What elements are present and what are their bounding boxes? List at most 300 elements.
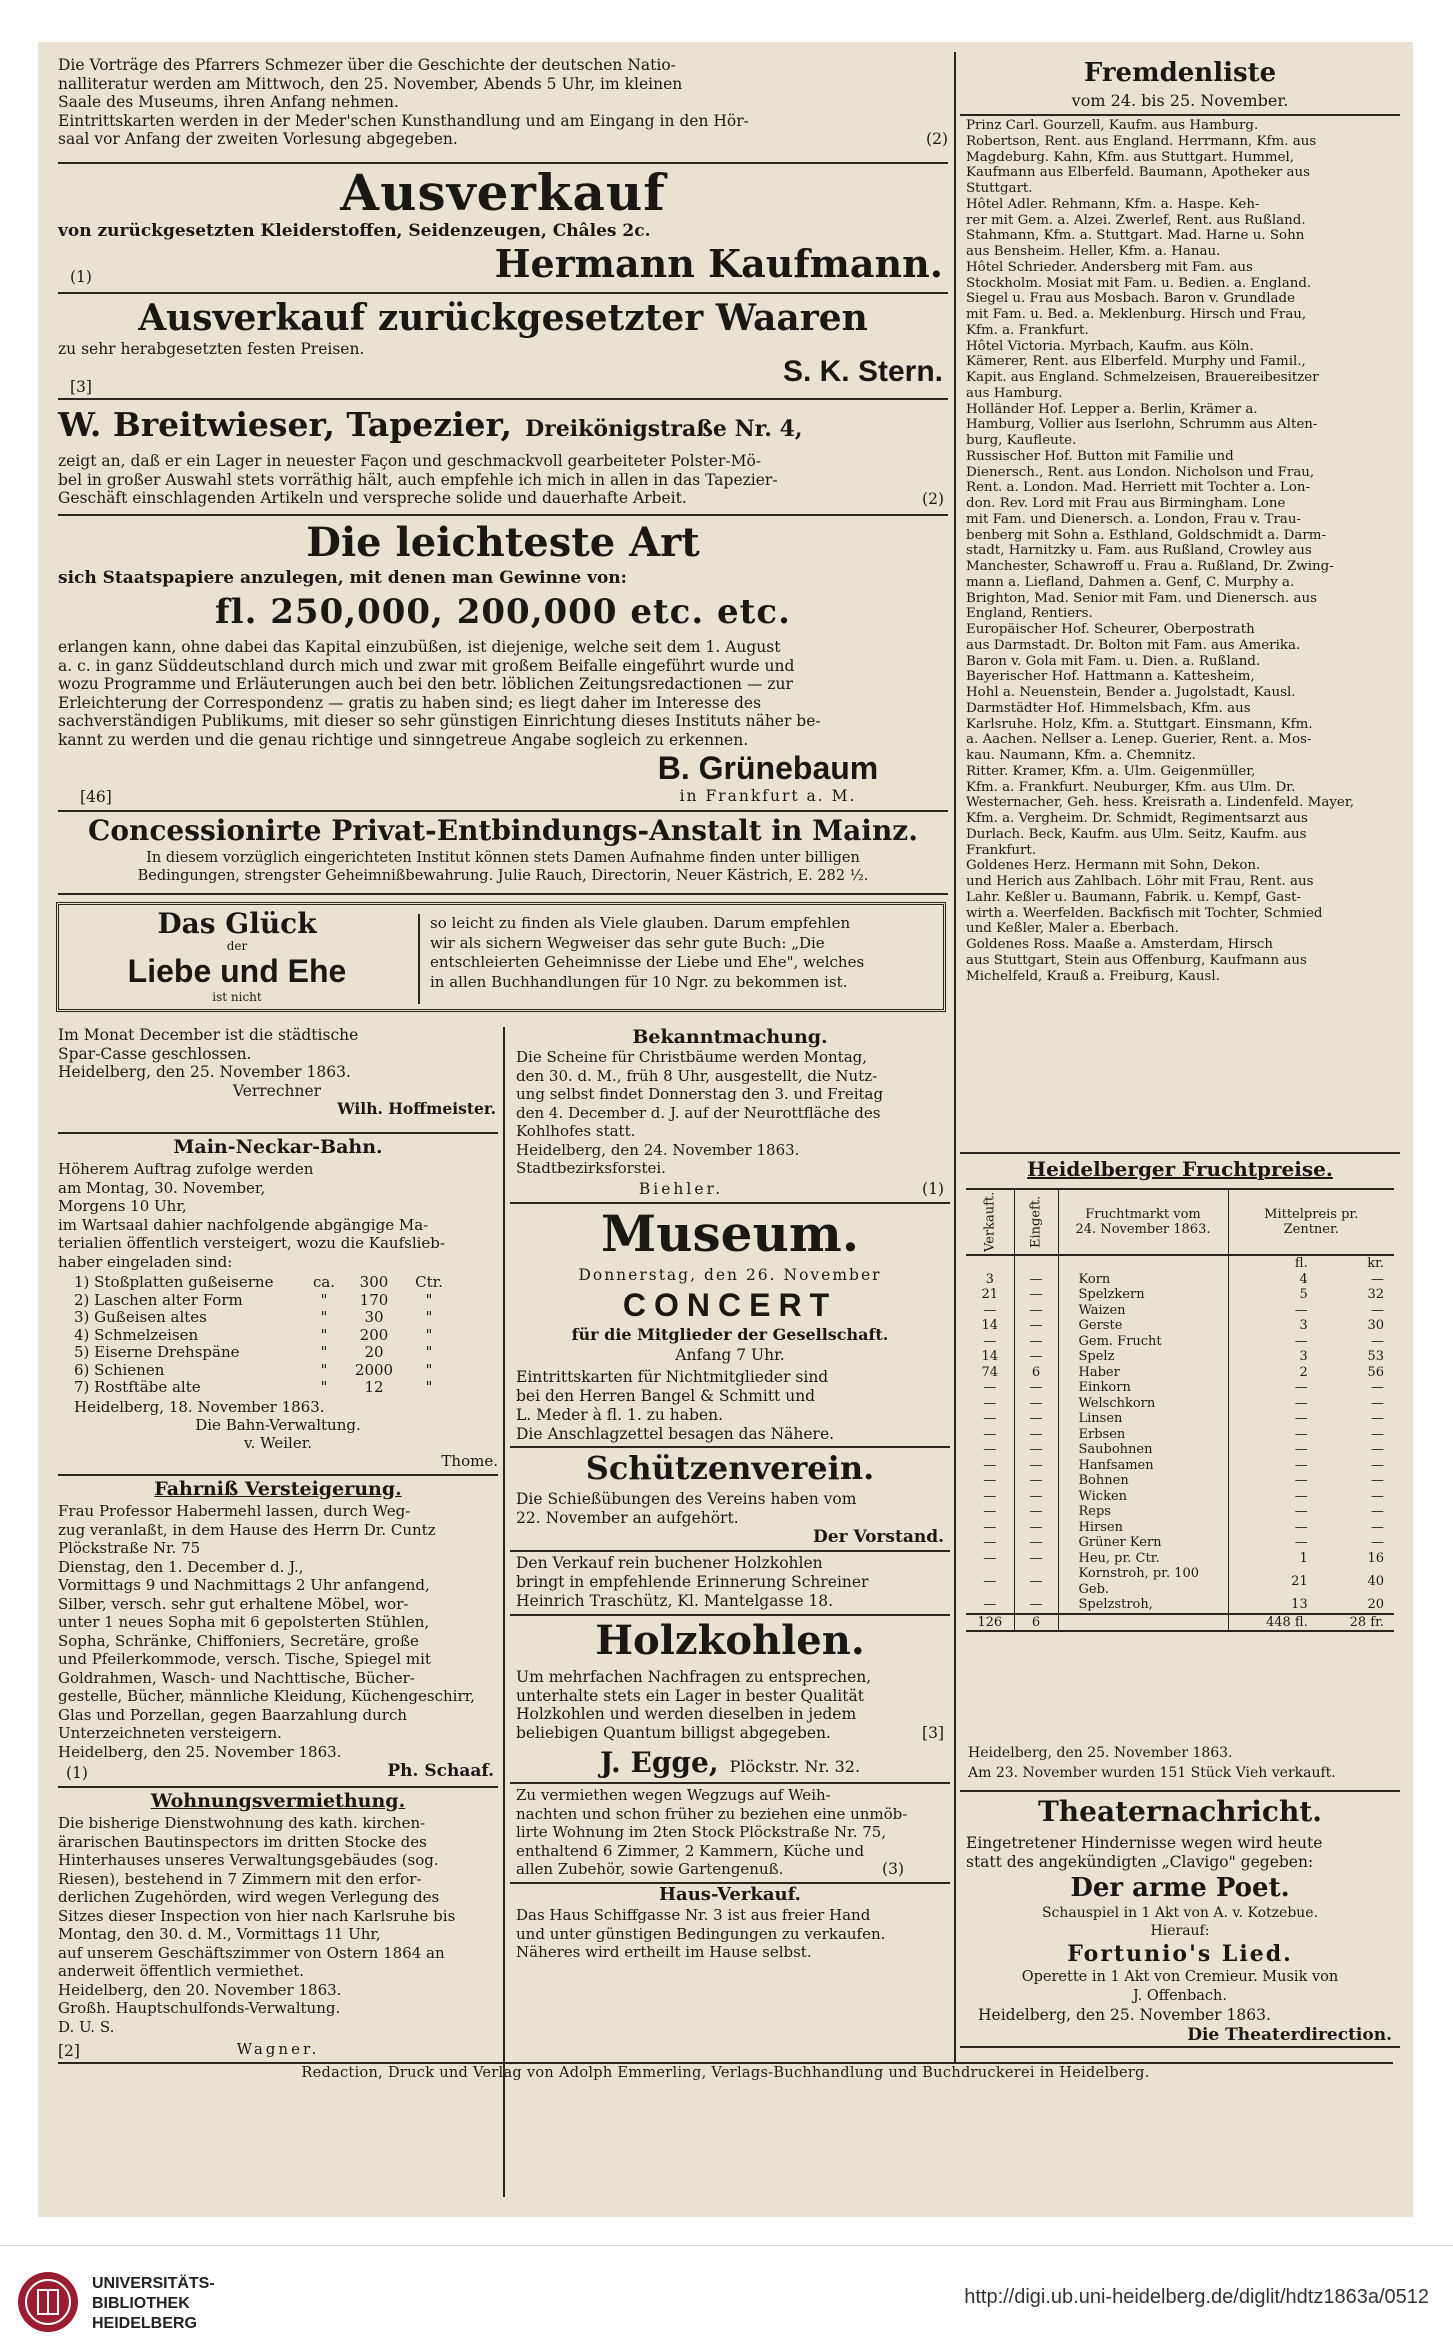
table-cell: — — [1371, 1442, 1384, 1457]
table-cell: — — [1014, 1380, 1058, 1396]
material-item — [74, 1327, 474, 1345]
table-cell: — — [1014, 1303, 1058, 1319]
table-cell: — — [1294, 1442, 1308, 1457]
table-cell: 1 — [1299, 1550, 1308, 1566]
material-cell: 170 — [359, 1290, 389, 1309]
text-line: Eintrittskarten werden in der Meder'schen Kunsthandlung und am Eingang in den Hör- — [58, 111, 749, 130]
text-line: nachten und schon früher zu beziehen eine unmöb- — [516, 1804, 908, 1823]
text-line: Saale des Museums, ihren Anfang nehmen. — [58, 93, 399, 112]
table-row — [966, 1597, 1394, 1614]
text-line: Europäischer Hof. Scheurer, Oberpostrath — [966, 622, 1255, 637]
notice-title: Main-Neckar-Bahn. — [173, 1136, 383, 1158]
table-cell: 5 — [1299, 1287, 1308, 1302]
text-line: Durlach. Beck, Kaufm. aus Ulm. Seitz, Kaufm. aus — [966, 826, 1307, 842]
mark: (2) — [922, 490, 944, 508]
table-cell: — — [966, 1597, 1014, 1614]
text-line: Hôtel Schrieder. Andersberg mit Fam. aus — [966, 259, 1253, 275]
ad-title: Das Glück — [157, 907, 317, 940]
ad-title: Ausverkauf — [340, 163, 666, 222]
ad-title-tail: ist nicht — [212, 990, 262, 1004]
table-cell: — — [1294, 1504, 1308, 1519]
table-row — [966, 1551, 1394, 1567]
notice-title: Bekanntmachung. — [632, 1026, 828, 1048]
sparcasse-notice — [58, 1026, 496, 1136]
mark: [3] — [70, 378, 92, 396]
material-cell: " — [425, 1378, 433, 1396]
text-line: Bayerischer Hof. Hattmann a. Kattesheim, — [966, 669, 1255, 685]
table-cell: 21 — [1291, 1573, 1308, 1589]
text-line: gestelle, Bücher, männliche Kleidung, Küchengeschirr, — [58, 1687, 475, 1705]
ad-subtitle: zu sehr herabgesetzten festen Preisen. — [58, 340, 365, 358]
text-line: Hamburg, Vollier aus Iserlohn, Schrumm aus Alten- — [966, 417, 1318, 433]
col-kr: kr. — [1367, 1256, 1384, 1271]
text-line: Dienersch., Rent. aus London. Nicholson und Frau, — [966, 464, 1315, 480]
table-cell: 14 — [966, 1349, 1014, 1365]
table-cell: — — [1371, 1535, 1384, 1550]
ad-body — [58, 638, 948, 753]
ad-title-main: Liebe und Ehe — [127, 953, 347, 989]
ad-title: Haus-Verkauf. — [659, 1884, 801, 1905]
material-cell: 1) Stoßplatten gußeiserne — [74, 1273, 274, 1291]
table-cell: 20 — [1367, 1597, 1384, 1612]
text-line: J. Offenbach. — [1132, 1987, 1227, 2004]
notice-title: Fahrniß Versteigerung. — [154, 1478, 402, 1500]
material-cell: 7) Rostftäbe alte — [74, 1378, 201, 1396]
table-cell: 6 — [1014, 1365, 1058, 1381]
text-line: Eintrittskarten für Nichtmitglieder sind — [516, 1368, 829, 1386]
play-desc-2 — [960, 1968, 1400, 2005]
text-line: Eingetretener Hindernisse wegen wird heute — [966, 1834, 1323, 1852]
text-line: Silber, versch. sehr gut erhaltene Möbel, wor- — [58, 1594, 409, 1613]
material-cell: 6) Schienen — [74, 1360, 165, 1379]
table-cell: — — [1294, 1380, 1308, 1395]
table-cell: — — [1294, 1535, 1308, 1550]
notice-date: Heidelberg, den 25. November 1863. — [978, 2006, 1271, 2024]
table-cell: Saubohnen — [1058, 1442, 1228, 1458]
footer-bar — [0, 2245, 1453, 2351]
text-line: Morgens 10 Uhr, — [58, 1197, 187, 1215]
table-cell: — — [1294, 1488, 1308, 1504]
text-line: anderweit öffentlich vermiethet. — [58, 1962, 305, 1980]
table-cell: 2 — [1299, 1364, 1308, 1380]
text-line: beliebigen Quantum billigst abgegeben. — [516, 1723, 831, 1742]
text-line: aus Darmstadt. Dr. Bolton mit Fam. aus Amerika. — [966, 637, 1301, 653]
text-line: rer mit Gem. a. Alzei. Zwerlef, Rent. aus Rußland. — [966, 212, 1306, 228]
table-cell: — — [1371, 1380, 1384, 1395]
text-line: Hôtel Victoria. Myrbach, Kaufm. aus Köln. — [966, 338, 1254, 354]
text-line: In diesem vorzüglich eingerichteten Institut können stets Damen Aufnahme finden unter billigen — [146, 850, 860, 866]
material-cell: " — [425, 1325, 433, 1344]
table-cell: — — [966, 1473, 1014, 1489]
table-cell: — — [966, 1411, 1014, 1427]
table-row — [966, 1442, 1394, 1458]
text-line: Manchester, Schawroff u. Frau a. Rußland, Dr. Zwing- — [966, 559, 1334, 574]
material-cell: " — [425, 1308, 433, 1326]
material-item — [74, 1274, 474, 1292]
text-line: Den Verkauf rein buchener Holzkohlen — [516, 1554, 823, 1572]
guest-list — [966, 118, 1394, 1148]
ad-title: Die leichteste Art — [306, 519, 700, 566]
table-row — [966, 1287, 1394, 1303]
text-line: aus Stuttgart, Stein aus Offenburg, Kaufmann aus — [966, 952, 1307, 968]
text-line: Sitzes dieser Inspection von hier nach Karlsruhe bis — [58, 1906, 456, 1925]
table-cell: — — [966, 1535, 1014, 1551]
mark: [3] — [922, 1724, 944, 1742]
table-cell: — — [1014, 1566, 1058, 1597]
table-row — [966, 1566, 1394, 1597]
table-cell: 40 — [1367, 1573, 1384, 1589]
mark: (3) — [882, 1860, 904, 1878]
signer-role: Verrechner — [232, 1081, 322, 1100]
text-line: Operette in 1 Akt von Cremieur. Musik von — [1021, 1969, 1339, 1985]
text-line: Die bisherige Dienstwohnung des kath. kirchen- — [58, 1814, 426, 1832]
col-mittelpreis: Mittelpreis pr. Zentner. — [1264, 1206, 1359, 1237]
table-cell — [1058, 1614, 1228, 1632]
table-cell: — — [1371, 1473, 1384, 1488]
text-line: Kfm. a. Vergheim. Dr. Schmidt, Regimentsarzt aus — [966, 811, 1308, 826]
table-cell: — — [1014, 1272, 1058, 1288]
text-line: Magdeburg. Kahn, Kfm. aus Stuttgart. Hummel, — [966, 149, 1295, 165]
mark: (1) — [66, 1764, 88, 1782]
table-cell: Gem. Frucht — [1058, 1334, 1228, 1350]
notice-body — [58, 1502, 498, 1764]
text-line: mit Fam. und Dienersch. a. London, Frau v. Trau- — [966, 511, 1302, 527]
text-line: statt des angekündigten „Clavigo" gegeben: — [966, 1852, 1314, 1871]
amount: fl. 250,000, 200,000 etc. etc. — [215, 592, 791, 632]
table-cell: — — [966, 1551, 1014, 1567]
material-cell: " — [320, 1360, 328, 1379]
signer-name: Wilh. Hoffmeister. — [337, 1099, 496, 1119]
text-line: Stahmann, Kfm. a. Stuttgart. Mad. Harne u. Sohn — [966, 228, 1305, 244]
address: Dreikönigstraße Nr. 4, — [525, 416, 803, 442]
material-cell: 5) Eiserne Drehspäne — [74, 1343, 240, 1361]
material-cell: " — [425, 1343, 433, 1361]
table-cell: — — [1371, 1411, 1384, 1426]
text-line: 22. November an aufgehört. — [516, 1508, 739, 1527]
table-cell: — — [1014, 1427, 1058, 1443]
table-cell: 14 — [966, 1318, 1014, 1334]
source-url-link[interactable]: http://digi.ub.uni-heidelberg.de/diglit/hdtz1863a/0512 — [964, 2286, 1429, 2308]
table-cell: Gerste — [1058, 1318, 1228, 1334]
text-line: den 30. d. M., früh 8 Uhr, ausgestellt, die Nutz- — [516, 1066, 878, 1085]
table-cell: 3 — [966, 1272, 1014, 1288]
table-cell: Wicken — [1058, 1489, 1228, 1505]
table-cell: 126 — [966, 1614, 1014, 1632]
table-row — [966, 1535, 1394, 1551]
text-line: Plöckstraße Nr. 75 — [58, 1539, 201, 1557]
address: Plöckstr. Nr. 32. — [729, 1757, 861, 1776]
table-cell: — — [966, 1458, 1014, 1474]
text-line: ung selbst findet Donnerstag den 3. und Freitag — [516, 1085, 884, 1103]
table-note: Am 23. November wurden 151 Stück Vieh verkauft. — [968, 1765, 1336, 1781]
table-cell: 4 — [1299, 1271, 1308, 1287]
table-cell: — — [1371, 1395, 1384, 1411]
table-cell: — — [1371, 1302, 1384, 1318]
text-line: Bedingungen, strengster Geheimnißbewahrung. Julie Rauch, Directorin, Neuer Kästrich, E. 282 ½. — [137, 867, 869, 884]
ad-title: Ausverkauf zurückgesetzter Waaren — [138, 297, 868, 339]
table-cell: 30 — [1367, 1318, 1384, 1333]
concert-date: Donnerstag, den 26. November — [578, 1266, 882, 1284]
text-line: Heidelberg, den 24. November 1863. — [516, 1140, 800, 1159]
text-line: Höherem Auftrag zufolge werden — [58, 1160, 314, 1178]
ad-body — [516, 1368, 948, 1446]
table-cell: — — [966, 1566, 1014, 1597]
ad-subtitle: von zurückgesetzten Kleiderstoffen, Seidenzeugen, Châles 2c. — [58, 222, 651, 241]
table-cell: 53 — [1367, 1349, 1384, 1364]
material-cell: " — [320, 1378, 328, 1396]
holzkohlen-traschuetz-ad — [516, 1554, 948, 1614]
table-cell: — — [966, 1489, 1014, 1505]
firm-name: B. Grünebaum — [657, 750, 879, 786]
table-cell: — — [1014, 1442, 1058, 1458]
text-line: Kfm. a. Frankfurt. — [966, 322, 1089, 338]
text-line: Heidelberg, den 25. November 1863. — [58, 1742, 342, 1761]
text-line: kau. Naumann, Kfm. a. Chemnitz. — [966, 748, 1196, 763]
price-table — [966, 1188, 1394, 1632]
text-line: benberg mit Sohn a. Esthland, Goldschmidt a. Darm- — [966, 527, 1326, 543]
text-line: Heidelberg, den 20. November 1863. — [58, 1980, 342, 1999]
text-line: Goldenes Ross. Maaße a. Amsterdam, Hirsch — [966, 937, 1273, 952]
text-line: und Herich aus Zahlbach. Löhr mit Frau, Rent. aus — [966, 874, 1314, 889]
table-cell: Hanfsamen — [1058, 1458, 1228, 1474]
materials-list — [74, 1274, 474, 1397]
text-line: Zu vermiethen wegen Wegzugs auf Weih- — [516, 1786, 831, 1804]
ad-title: W. Breitwieser, Tapezier, — [58, 405, 513, 444]
table-cell: — — [1014, 1396, 1058, 1412]
hierauf: Hierauf: — [1150, 1923, 1210, 1939]
text-line: erlangen kann, ohne dabei das Kapital einzubüßen, ist diejenige, welche seit dem 1. August — [58, 638, 781, 656]
library-name-3: HEIDELBERG — [92, 2315, 197, 2332]
table-cell: 74 — [966, 1365, 1014, 1381]
table-cell: — — [966, 1427, 1014, 1443]
ad-title: Concessionirte Privat-Entbindungs-Anstalt in Mainz. — [88, 814, 918, 847]
ad-subtitle: sich Staatspapiere anzulegen, mit denen man Gewinne von: — [58, 569, 627, 588]
text-line: und unter günstigen Bedingungen zu verkaufen. — [516, 1924, 886, 1943]
material-cell: 4) Schmelzeisen — [74, 1325, 199, 1344]
table-total-row — [966, 1614, 1394, 1632]
notice-body — [516, 1490, 948, 1530]
text-line: Glas und Porzellan, gegen Baarzahlung durch — [58, 1705, 408, 1724]
table-cell: 3 — [1299, 1349, 1308, 1364]
table-cell: 56 — [1367, 1364, 1384, 1380]
text-line: am Montag, 30. November, — [58, 1178, 266, 1197]
table-cell: — — [1014, 1349, 1058, 1365]
material-cell: 300 — [359, 1273, 389, 1291]
material-cell: ca. — [312, 1273, 336, 1291]
text-line: Hinterhauses unseres Verwaltungsgebäudes (sog. — [58, 1851, 439, 1869]
text-line: Vormittags 9 und Nachmittags 2 Uhr anfangend, — [58, 1576, 430, 1594]
text-line: Kaufmann aus Elberfeld. Baumann, Apotheker aus — [966, 165, 1310, 181]
table-cell: — — [1294, 1473, 1308, 1488]
material-cell: 2) Laschen alter Form — [74, 1290, 243, 1309]
text-line: England, Rentiers. — [966, 606, 1093, 622]
material-item — [74, 1362, 474, 1380]
table-row — [966, 1411, 1394, 1427]
text-line: Riesen), bestehend in 7 Zimmern mit den erfor- — [58, 1869, 422, 1888]
text-line: Stockholm. Mosiat mit Fam. u. Bedien. a. England. — [966, 275, 1312, 291]
material-cell: " — [320, 1343, 328, 1361]
text-line: Goldrahmen, Wasch- und Nachttische, Bücher- — [58, 1668, 415, 1687]
table-cell: Hirsen — [1058, 1520, 1228, 1536]
place: in Frankfurt a. M. — [679, 787, 857, 805]
table-row — [966, 1380, 1394, 1396]
text-line: auf unserem Geschäftszimmer von Ostern 1864 an — [58, 1943, 445, 1962]
text-line: Siegel u. Frau aus Mosbach. Baron v. Grundlade — [966, 291, 1296, 307]
text-line: Kfm. a. Frankfurt. Neuburger, Kfm. aus Ulm. Dr. — [966, 779, 1296, 795]
text-line: Großh. Hauptschulfonds-Verwaltung. — [58, 1999, 341, 2017]
table-cell: — — [1014, 1287, 1058, 1303]
table-cell: — — [966, 1380, 1014, 1396]
ad-title: Schützenverein. — [585, 1449, 875, 1487]
material-cell: Ctr. — [415, 1273, 443, 1291]
table-cell: Kornstroh, pr. 100 Geb. — [1058, 1566, 1228, 1597]
newspaper-page — [38, 42, 1413, 2217]
table-cell: — — [1294, 1333, 1308, 1349]
table-cell: — — [1371, 1271, 1384, 1287]
text-line: aus Bensheim. Heller, Kfm. a. Hanau. — [966, 244, 1221, 259]
text-line: mann a. Liefland, Dahmen a. Genf, C. Murphy a. — [966, 574, 1295, 590]
signer-name: Der Vorstand. — [813, 1528, 944, 1547]
table-row — [966, 1303, 1394, 1319]
table-cell: Welschkorn — [1058, 1396, 1228, 1412]
play-desc: Schauspiel in 1 Akt von A. v. Kotzebue. — [1041, 1905, 1319, 1921]
table-row — [966, 1458, 1394, 1474]
concert-start: Anfang 7 Uhr. — [675, 1346, 785, 1364]
text-line: lirte Wohnung im 2ten Stock Plöckstraße Nr. 75, — [516, 1823, 887, 1841]
material-item — [74, 1292, 474, 1310]
text-line: Frau Professor Habermehl lassen, durch Weg- — [58, 1502, 411, 1520]
text-line: im Wartsaal dahier nachfolgende abgängige Ma- — [58, 1215, 429, 1234]
text-line: sachverständigen Publikums, mit dieser so sehr günstigen Einrichtung dieses Instituts näher be- — [58, 712, 821, 731]
table-cell: 6 — [1014, 1614, 1058, 1632]
notice-title: Wohnungsvermiethung. — [150, 1790, 406, 1812]
table-row — [966, 1365, 1394, 1381]
text-line: aus Hamburg. — [966, 385, 1063, 401]
table-cell: 21 — [966, 1287, 1014, 1303]
mark: (2) — [926, 129, 948, 148]
notice-body — [516, 1048, 948, 1180]
text-line: Ritter. Kramer, Kfm. a. Ulm. Geigenmüller, — [966, 763, 1256, 779]
ad-title: Holzkohlen. — [595, 1617, 865, 1664]
text-line: Heinrich Traschütz, Kl. Mantelgasse 18. — [516, 1592, 834, 1610]
table-cell: — — [1014, 1520, 1058, 1536]
text-line: Montag, den 30. d. M., Vormittags 11 Uhr, — [58, 1925, 381, 1943]
material-item — [74, 1309, 474, 1327]
text-line: derlichen Zugehörden, wird wegen Verlegung des — [58, 1888, 440, 1906]
library-name-1: UNIVERSITÄTS- — [92, 2275, 215, 2292]
table-cell: 32 — [1367, 1287, 1384, 1302]
table-cell: Bohnen — [1058, 1473, 1228, 1489]
material-cell: " — [320, 1325, 328, 1344]
table-cell: Korn — [1058, 1272, 1228, 1288]
text-line: Spar-Casse geschlossen. — [58, 1044, 252, 1063]
text-line: Sopha, Schränke, Chiffoniers, Secretäre, große — [58, 1631, 419, 1650]
text-line: Rent. a. London. Mad. Herriett mit Tochter a. Lon- — [966, 480, 1311, 496]
mark: [2] — [58, 2042, 80, 2060]
text-line: Russischer Hof. Button mit Familie und — [966, 448, 1234, 464]
text-line: don. Rev. Lord mit Frau aus Birmingham. Lone — [966, 496, 1286, 511]
ad-body — [58, 452, 948, 512]
table-cell: — — [1371, 1519, 1384, 1535]
text-line: entschleierten Geheimnisse der Liebe und Ehe", welches — [430, 953, 865, 971]
text-line: Die Vorträge des Pfarrers Schmezer über die Geschichte der deutschen Natio- — [58, 56, 676, 74]
table-row — [966, 1349, 1394, 1365]
table-cell: — — [966, 1303, 1014, 1319]
text-line: stadt, Harnitzky u. Fam. aus Rußland, Crowley aus — [966, 543, 1312, 559]
table-cell: — — [966, 1520, 1014, 1536]
table-title: Heidelberger Fruchtpreise. — [1027, 1157, 1333, 1181]
text-line: nalliteratur werden am Mittwoch, den 25. November, Abends 5 Uhr, im kleinen — [58, 74, 683, 93]
col-eingefuehrt: Eingeft. — [1014, 1189, 1058, 1255]
firm-name: Hermann Kaufmann. — [494, 241, 943, 286]
firm-name: S. K. Stern. — [782, 355, 943, 388]
text-line: Die Scheine für Christbäume werden Montag, — [516, 1048, 868, 1066]
col-fl: fl. — [1294, 1256, 1308, 1271]
text-line: und Pfeilerkommode, versch. Tische, Spiegel mit — [58, 1650, 431, 1668]
text-line: enthaltend 6 Zimmer, 2 Kammern, Küche und — [516, 1841, 865, 1860]
mark: (1) — [70, 268, 92, 286]
text-line: terialien öffentlich versteigert, wozu die Kaufslieb- — [58, 1234, 445, 1252]
table-row — [966, 1272, 1394, 1288]
notice-sign: v. Weiler. — [243, 1434, 313, 1452]
list-title: Fremdenliste — [1083, 58, 1277, 88]
text-line: a. c. in ganz Süddeutschland durch mich und zwar mit großem Beifalle eingeführt wurde und — [58, 656, 795, 675]
table-row — [966, 1427, 1394, 1443]
table-cell: — — [1371, 1457, 1384, 1473]
table-cell: Spelz — [1058, 1349, 1228, 1365]
text-line: Unterzeichneten versteigern. — [58, 1724, 282, 1742]
table-cell: — — [966, 1396, 1014, 1412]
text-line: Stuttgart. — [966, 181, 1033, 196]
table-row — [966, 1504, 1394, 1520]
table-cell: Spelzstroh, — [1058, 1597, 1228, 1614]
text-line: Im Monat December ist die städtische — [58, 1026, 359, 1044]
material-cell: 12 — [364, 1378, 384, 1396]
text-line: Kohlhofes statt. — [516, 1122, 636, 1140]
table-row — [966, 1334, 1394, 1350]
table-cell: Einkorn — [1058, 1380, 1228, 1396]
text-line: a. Aachen. Nellser a. Lenep. Guerier, Rent. a. Mos- — [966, 732, 1312, 748]
text-line: und Keßler, Maler a. Eberbach. — [966, 921, 1179, 937]
ad-body — [516, 1906, 948, 1964]
signer-name: Wagner. — [236, 2040, 320, 2058]
text-line: Prinz Carl. Gourzell, Kaufm. aus Hamburg. — [966, 118, 1259, 133]
text-line: Das Haus Schiffgasse Nr. 3 ist aus freier Hand — [516, 1906, 871, 1924]
signer-name: Die Theaterdirection. — [1187, 2026, 1392, 2045]
ad-body — [430, 914, 940, 1004]
material-cell: 30 — [364, 1308, 384, 1326]
notice-sign-2: Thome. — [441, 1452, 498, 1470]
material-cell: 200 — [359, 1325, 389, 1344]
table-cell: — — [1014, 1597, 1058, 1614]
material-item — [74, 1379, 474, 1397]
text-line: Näheres wird ertheilt im Hause selbst. — [516, 1943, 812, 1961]
table-cell: — — [1371, 1488, 1384, 1504]
table-cell: — — [1014, 1473, 1058, 1489]
list-subtitle: vom 24. bis 25. November. — [1071, 92, 1289, 110]
text-line: Holzkohlen und werden dieselben in jedem — [516, 1705, 857, 1724]
signer-name: Biehler. — [638, 1180, 724, 1198]
table-date: Heidelberg, den 25. November 1863. — [968, 1745, 1233, 1761]
text-line: L. Meder à fl. 1. zu haben. — [516, 1406, 724, 1424]
text-line: Holländer Hof. Lepper a. Berlin, Krämer a. — [966, 401, 1258, 417]
text-line: mit Fam. u. Bed. a. Meklenburg. Hirsch und Frau, — [966, 307, 1307, 322]
table-cell: — — [1294, 1519, 1308, 1535]
material-cell: " — [425, 1360, 433, 1379]
notice-org: Die Bahn-Verwaltung. — [195, 1416, 361, 1434]
text-line: Frankfurt. — [966, 842, 1037, 858]
material-item — [74, 1344, 474, 1362]
